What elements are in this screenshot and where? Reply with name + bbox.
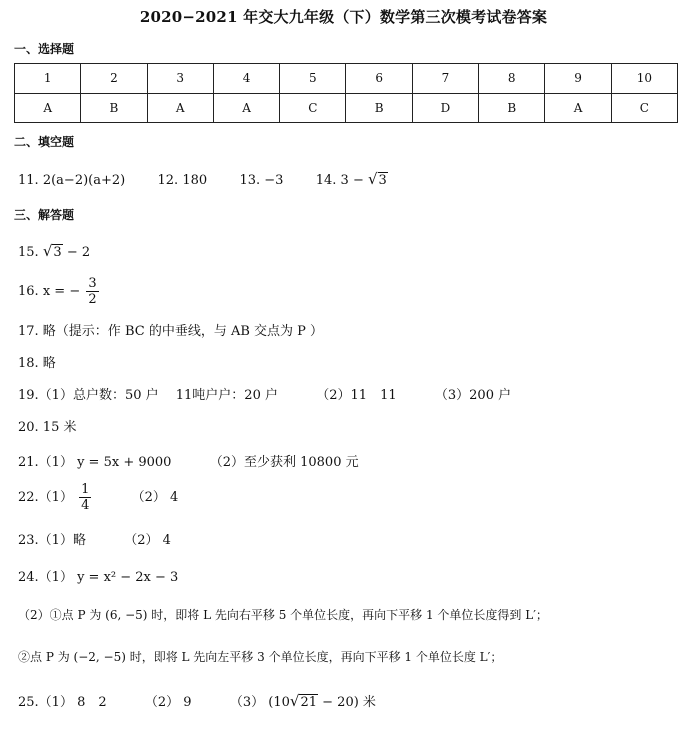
q25-part3-prefix: （3） (10 bbox=[229, 695, 290, 710]
q11-label: 11. bbox=[18, 173, 39, 188]
q23-part1: 23.（1）略 bbox=[18, 533, 86, 548]
q23-part2: （2） 4 bbox=[124, 533, 171, 548]
sqrt-expression: √3 bbox=[367, 170, 387, 188]
q21-part1: 21.（1） y = 5x + 9000 bbox=[18, 455, 172, 470]
q22-numerator: 1 bbox=[81, 482, 90, 497]
table-cell: D bbox=[412, 93, 478, 123]
q13-answer: −3 bbox=[264, 173, 284, 188]
table-cell: 8 bbox=[479, 64, 545, 94]
sqrt-expression: √21 bbox=[289, 692, 318, 710]
section-heading-solve: 三、解答题 bbox=[14, 208, 75, 222]
q20-line: 20. 15 米 bbox=[18, 420, 77, 435]
choice-answer-table bbox=[14, 63, 678, 123]
page-title: 2020−2021 年交大九年级（下）数学第三次模考试卷答案 bbox=[139, 8, 548, 26]
table-cell: 1 bbox=[15, 64, 81, 94]
q19-part2: （2）11 11 bbox=[316, 388, 397, 403]
table-row-answers bbox=[15, 93, 678, 123]
table-cell: C bbox=[611, 93, 677, 123]
q15-label: 15. bbox=[18, 245, 39, 260]
q21-part2: （2）至少获利 10800 元 bbox=[209, 455, 359, 470]
fraction bbox=[86, 276, 98, 307]
q25-part3-suffix: − 20) 米 bbox=[322, 695, 376, 710]
table-cell: 4 bbox=[213, 64, 279, 94]
q21-line bbox=[18, 451, 359, 470]
section-heading-fill: 二、填空题 bbox=[14, 135, 75, 149]
table-cell: C bbox=[280, 93, 346, 123]
table-cell: 5 bbox=[280, 64, 346, 94]
q14-answer-prefix: 3 − bbox=[340, 173, 364, 188]
q19-part3: （3）200 户 bbox=[434, 388, 512, 403]
q22-line bbox=[18, 482, 178, 513]
table-row-numbers bbox=[15, 64, 678, 94]
q13-label: 13. bbox=[239, 173, 261, 188]
q25-line bbox=[18, 691, 376, 710]
fraction bbox=[79, 482, 91, 513]
q12-answer: 180 bbox=[182, 173, 208, 188]
fill-answers-line bbox=[18, 170, 388, 188]
q22-label: 22.（1） bbox=[18, 490, 73, 505]
table-cell: 3 bbox=[147, 64, 213, 94]
q18-line: 18. 略 bbox=[18, 356, 56, 371]
q25-part2: （2） 9 bbox=[144, 695, 192, 710]
q17-line: 17. 略（提示：作 BC 的中垂线，与 AB 交点为 P ） bbox=[18, 324, 324, 339]
table-cell: 9 bbox=[545, 64, 611, 94]
table-cell: A bbox=[147, 93, 213, 123]
table-cell: A bbox=[545, 93, 611, 123]
q15-line bbox=[18, 242, 90, 260]
q19-line bbox=[18, 384, 511, 403]
q19-part1: 19.（1）总户数：50 户 11吨户户：20 户 bbox=[18, 388, 278, 403]
q24-part2-line: （2）①点 P 为 (6, −5) 时，即将 L 先向右平移 5 个单位长度，再向下平移 1 个单位长度得到 L′； bbox=[18, 608, 548, 622]
q24-part2b-line: ②点 P 为 (−2, −5) 时，即将 L 先向左平移 3 个单位长度，再向下平移 1 个单位长度 L′； bbox=[18, 650, 503, 664]
q22-part2: （2） 4 bbox=[131, 490, 179, 505]
q23-line bbox=[18, 529, 171, 548]
sqrt-expression: √3 bbox=[42, 242, 62, 260]
section-heading-choice: 一、选择题 bbox=[14, 42, 75, 56]
table-cell: B bbox=[81, 93, 147, 123]
table-cell: B bbox=[479, 93, 545, 123]
q16-denominator: 2 bbox=[88, 292, 97, 307]
q16-line bbox=[18, 276, 101, 307]
q14-radicand: 3 bbox=[378, 173, 387, 188]
table-cell: 10 bbox=[611, 64, 677, 94]
q16-numerator: 3 bbox=[88, 276, 97, 291]
table-cell: A bbox=[213, 93, 279, 123]
q15-answer-suffix: − 2 bbox=[66, 245, 91, 260]
q16-label: 16. bbox=[18, 284, 39, 299]
table-cell: B bbox=[346, 93, 412, 123]
q12-label: 12. bbox=[157, 173, 179, 188]
table-cell: 2 bbox=[81, 64, 147, 94]
q11-answer: 2(a−2)(a+2) bbox=[42, 173, 126, 188]
table-cell: A bbox=[15, 93, 81, 123]
q25-part1: 25.（1） 8 2 bbox=[18, 695, 107, 710]
table-cell: 6 bbox=[346, 64, 412, 94]
q22-denominator: 4 bbox=[81, 498, 90, 513]
q14-label: 14. bbox=[315, 173, 337, 188]
q16-answer-prefix: x = − bbox=[42, 284, 81, 299]
table-cell: 7 bbox=[412, 64, 478, 94]
q15-radicand: 3 bbox=[53, 245, 62, 260]
q24-line: 24.（1） y = x² − 2x − 3 bbox=[18, 570, 179, 585]
q25-radicand: 21 bbox=[300, 695, 318, 710]
